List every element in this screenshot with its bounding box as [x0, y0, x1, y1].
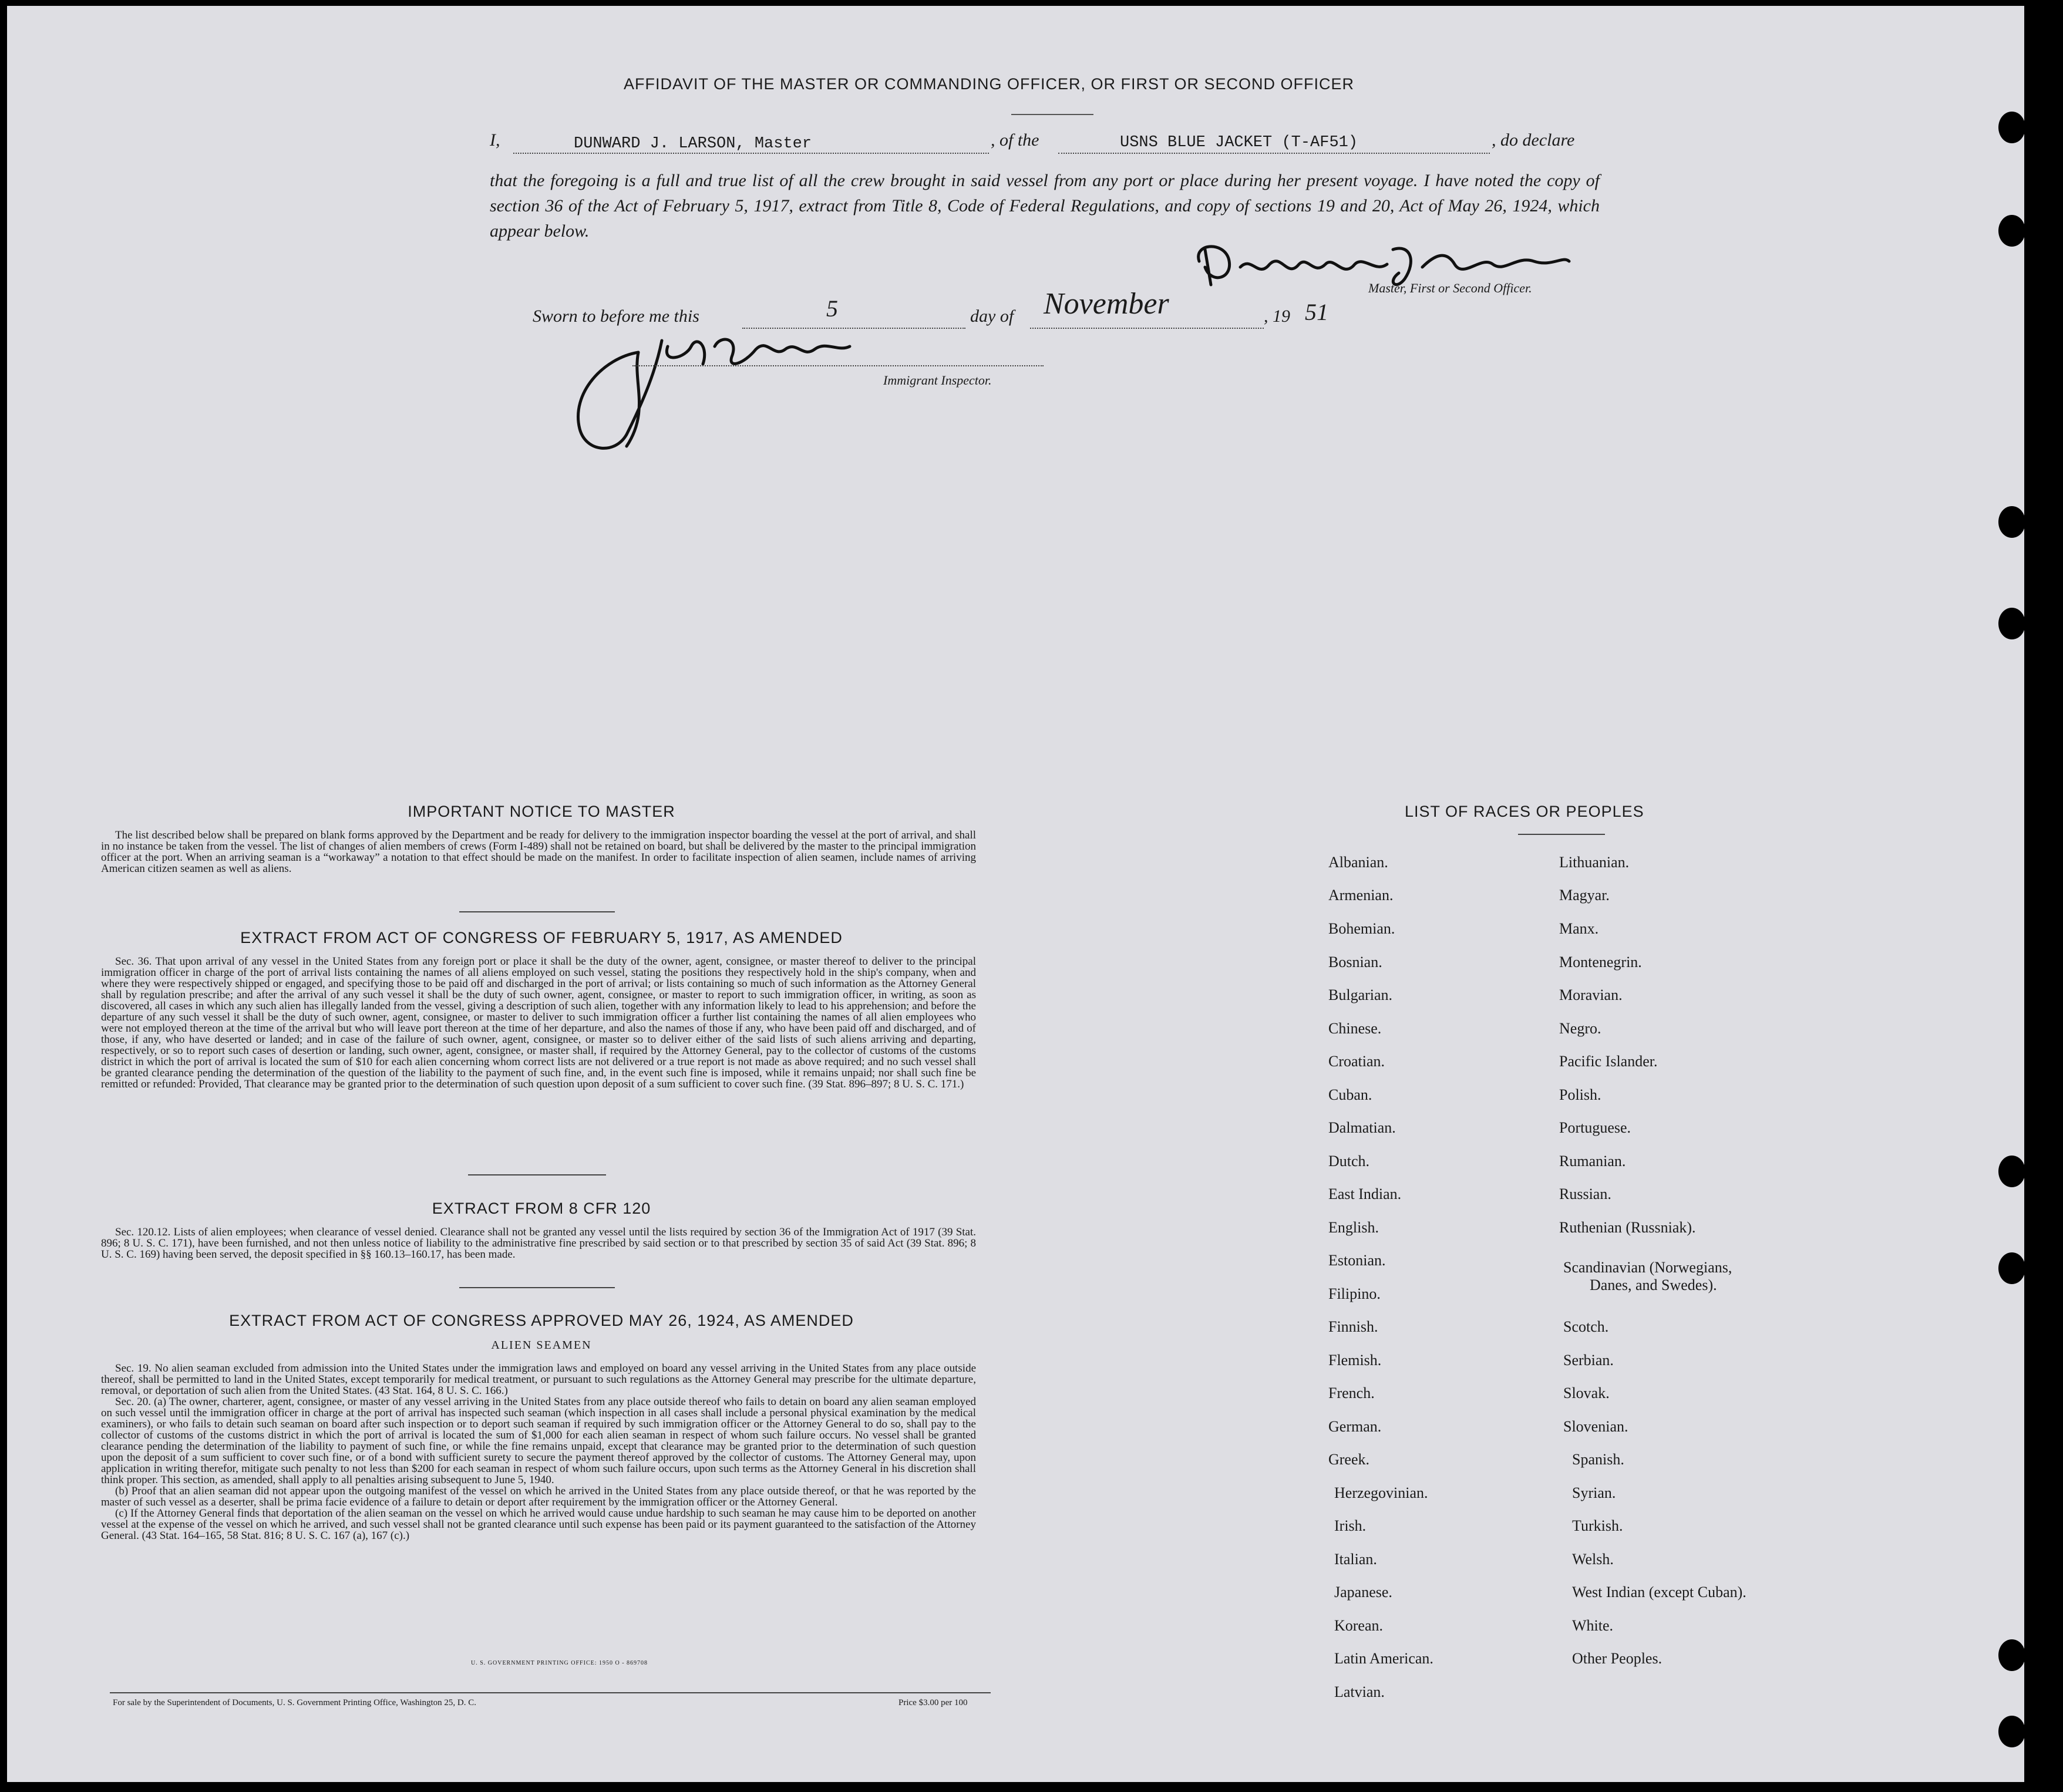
race-right-item: Pacific Islander. — [1559, 1053, 1658, 1070]
title-rule — [1011, 114, 1093, 115]
day-of-label: day of — [970, 306, 1014, 326]
race-right-item: White. — [1572, 1617, 1614, 1634]
race-left-item: Bosnian. — [1328, 954, 1382, 971]
race-right-item: Russian. — [1559, 1185, 1611, 1202]
race-right-item: Spanish. — [1572, 1451, 1624, 1468]
races-rule — [1518, 834, 1605, 835]
extract-1917-text: Sec. 36. That upon arrival of any vessel in the United States from any foreign port or place it shall be the duty of the owner, agent, consignee, or master thereof to deliver to the principal immigration officer in charge of the port of arrival lists containing the names of all aliens employed on such vessel, stating the positions they respectively hold in the ship's company, when and where they were respectively shipped or engaged, and specifying those to be paid off and discharged in the port of arrival; or lists containing so much of such information as the Attorney General shall by regulation prescribe; and after the arrival of any such vessel it shall be the duty of such owner, agent, consignee, or master to report to such immigration officer, in writing, as soon as discovered, all cases in which any such alien has illegally landed from the vessel, giving a description of such alien, together with any information likely to lead to his apprehension; and before the departure of any such vessel it shall be the duty of such owner, agent, consignee, or master to deliver to such immigration officer a further list containing the names of all alien employees who were not employed thereon at the time of the arrival but who will leave port thereon at the time of her departure, and also the names of those if any, who have been paid off and discharged, and of those, if any, who have deserted or landed; and in case of the failure of such owner, agent, consignee, or master so to deliver either of the said lists of such aliens arriving and departing, respectively, or so to report such cases of desertion or landing, such owner, agent, consignee, or master shall, if required by the Attorney General, pay to the collector of customs of the customs district in which the port of arrival is located the sum of $10 for each alien concerning whom correct lists are not delivered or a true report is not made as above required; and no such vessel shall be granted clearance pending the determination of the question of the liability to the payment of such fine, and, in the event such fine is imposed, while it remains unpaid; nor shall such fine be remitted or refunded: Provided, That clearance may be granted prior to the determination of such question upon deposit of a sum sufficient to cover such fine. (39 Stat. 896–897; 8 U. S. C. 171.) — [101, 955, 976, 1090]
race-right-item: Moravian. — [1559, 986, 1623, 1003]
race-left-item: French. — [1328, 1385, 1375, 1402]
race-left-item: English. — [1328, 1219, 1379, 1236]
race-right-item: Scandinavian (Norwegians, — [1563, 1259, 1732, 1276]
race-left-item: Greek. — [1328, 1451, 1370, 1468]
race-left-item: Albanian. — [1328, 854, 1388, 871]
master-name-typed: DUNWARD J. LARSON, Master — [574, 135, 812, 153]
punch-hole-3 — [1998, 506, 2024, 538]
race-left-item: Cuban. — [1328, 1086, 1372, 1103]
race-left-item: Bohemian. — [1328, 920, 1395, 937]
race-right-item: Montenegrin. — [1559, 954, 1642, 971]
race-left-item: Italian. — [1334, 1551, 1377, 1568]
extract-cfr-heading: EXTRACT FROM 8 CFR 120 — [432, 1200, 651, 1217]
race-left-item: Dutch. — [1328, 1153, 1370, 1170]
extract-1917-heading: EXTRACT FROM ACT OF CONGRESS OF FEBRUARY 5, 1917, AS AMENDED — [240, 929, 843, 946]
sec-20c: (c) If the Attorney General finds that deportation of the alien seaman on the vessel on which he arrived would cause undue hardship to such seaman he may cause him to be deported on another vessel at the expense of the vessel on which he arrived, and such vessel shall not be granted clearance until such expense has been paid or its payment guaranteed to the satisfaction of the Attorney General. (43 Stat. 164–165, 58 Stat. 816; 8 U. S. C. 167 (a), 167 (c).) — [101, 1507, 976, 1542]
punch-hole-2 — [1998, 215, 2024, 247]
sworn-year: 51 — [1305, 299, 1328, 325]
footer-right: Price $3.00 per 100 — [898, 1698, 968, 1707]
race-right-item: Turkish. — [1572, 1517, 1623, 1534]
race-right-item: Magyar. — [1559, 887, 1610, 904]
year-prefix: , 19 — [1264, 306, 1290, 326]
race-right-item: Manx. — [1559, 920, 1599, 937]
race-right-item: Other Peoples. — [1572, 1650, 1662, 1667]
race-left-item: Korean. — [1334, 1617, 1384, 1634]
footer-rule — [110, 1692, 991, 1693]
race-left-item: Japanese. — [1334, 1584, 1392, 1601]
divider-2 — [468, 1174, 606, 1175]
affidavit-title: AFFIDAVIT OF THE MASTER OR COMMANDING OFFICER, OR FIRST OR SECOND OFFICER — [624, 75, 1355, 93]
extract-1924-text — [101, 1363, 976, 1541]
divider-1 — [459, 911, 615, 912]
extract-cfr-text: Sec. 120.12. Lists of alien employees; when clearance of vessel denied. Clearance shall not be granted any vessel until the lists required by section 36 of the Immigration Act of 1917 (39 Stat. 896; 8 U. S. C. 171), have been furnished, and not then unless notice of liability to the administrative fine prescribed by said section or to that prescribed by section 35 of said Act (39 Stat. 896; 8 U. S. C. 169) having been served, the deposit specified in §§ 160.13–160.17, has been made. — [101, 1226, 976, 1261]
extract-1924-heading: EXTRACT FROM ACT OF CONGRESS APPROVED MAY 26, 1924, AS AMENDED — [229, 1312, 854, 1329]
race-right-item: West Indian (except Cuban). — [1572, 1584, 1746, 1601]
race-right-item: Slovenian. — [1563, 1418, 1628, 1435]
do-declare-label: , do declare — [1492, 130, 1575, 150]
race-right-item: Serbian. — [1563, 1352, 1614, 1369]
inspector-line — [632, 345, 1044, 366]
prefix-i: I, — [490, 130, 500, 150]
signer-title: Master, First or Second Officer. — [1368, 281, 1532, 295]
divider-3 — [459, 1287, 615, 1288]
race-left-item: Dalmatian. — [1328, 1119, 1396, 1136]
punch-hole-5 — [1998, 1156, 2024, 1187]
sworn-day: 5 — [826, 295, 838, 322]
alien-seamen-subheading: ALIEN SEAMEN — [491, 1339, 592, 1352]
race-right-item: Slovak. — [1563, 1385, 1610, 1402]
race-right-item: Danes, and Swedes). — [1590, 1276, 1717, 1294]
race-right-item: Negro. — [1559, 1020, 1601, 1037]
race-left-item: Armenian. — [1328, 887, 1394, 904]
punch-hole-6 — [1998, 1252, 2024, 1284]
race-left-item: Flemish. — [1328, 1352, 1382, 1369]
document-page — [7, 6, 2024, 1782]
race-left-item: Filipino. — [1328, 1285, 1381, 1302]
race-left-item: Chinese. — [1328, 1020, 1382, 1037]
race-left-item: Estonian. — [1328, 1252, 1386, 1269]
race-right-item: Syrian. — [1572, 1484, 1616, 1501]
race-right-item: Polish. — [1559, 1086, 1601, 1103]
race-left-item: Croatian. — [1328, 1053, 1385, 1070]
race-left-item: East Indian. — [1328, 1185, 1402, 1202]
race-right-item: Rumanian. — [1559, 1153, 1626, 1170]
races-heading: LIST OF RACES OR PEOPLES — [1405, 803, 1644, 820]
punch-hole-1 — [1998, 112, 2024, 143]
sworn-month: November — [1044, 287, 1169, 321]
race-right-item: Welsh. — [1572, 1551, 1614, 1568]
of-the-label: , of the — [991, 130, 1039, 150]
race-right-item: Scotch. — [1563, 1318, 1609, 1335]
sec-19: Sec. 19. No alien seaman excluded from admission into the United States under the immigration laws and employed on board any vessel arriving in the United States from any place outside thereof, shall be permitted to land in the United States, except temporarily for medical treatment, or pursuant to such regulations as the Attorney General may prescribe for the ultimate departure, removal, or deportation of such alien from the United States. (43 Stat. 164, 8 U. S. C. 166.) — [101, 1362, 976, 1397]
race-right-item: Portuguese. — [1559, 1119, 1631, 1136]
punch-hole-7 — [1998, 1639, 2024, 1671]
vessel-name-typed: USNS BLUE JACKET (T-AF51) — [1120, 134, 1358, 151]
inspector-title: Immigrant Inspector. — [883, 373, 992, 388]
punch-hole-8 — [1998, 1716, 2024, 1747]
race-left-item: Latin American. — [1334, 1650, 1433, 1667]
notice-heading: IMPORTANT NOTICE TO MASTER — [408, 803, 675, 820]
affidavit-body: that the foregoing is a full and true list of all the crew brought in said vessel from any port or place during her present voyage. I have noted the copy of section 36 of the Act of February 5, 1917, extract from Title 8, Code of Federal Regulations, and copy of sections 19 and 20, Act of May 26, 1924, which appear below. — [490, 171, 1600, 241]
inspector-signature — [568, 323, 873, 464]
race-left-item: Bulgarian. — [1328, 986, 1393, 1003]
notice-text: The list described below shall be prepared on blank forms approved by the Department and be ready for delivery to the immigration inspector boarding the vessel at the port of arrival, and shall in no instance be taken from the vessel. The list of changes of alien members of crews (Form I-489) shall not be retained on board, but shall be delivered by the master to the principal immigration officer at the port. When an arriving seaman is a “workaway” a notation to that effect should be made on the manifest. In order to facilitate inspection of alien seamen, include names of arriving American citizen seamen as well as aliens. — [101, 829, 976, 875]
race-right-item: Ruthenian (Russniak). — [1559, 1219, 1696, 1236]
race-left-item: German. — [1328, 1418, 1382, 1435]
punch-hole-4 — [1998, 608, 2024, 639]
sec-20b: (b) Proof that an alien seaman did not appear upon the outgoing manifest of the vessel on which he arrived in the United States from any place outside thereof, or that he was reported by the master of such vessel as a deserter, shall be prima facie evidence of a failure to detain or deport after requirement by the immigration officer or the Attorney General. — [101, 1485, 976, 1508]
sec-20a: Sec. 20. (a) The owner, charterer, agent, consignee, or master of any vessel arriving in the United States from any place outside thereof who fails to detain on board any alien seaman employed on such vessel until the immigration officer in charge at the port of arrival has inspected such seaman (which inspection in all cases shall include a personal physical examination by the medical examiners), or who fails to detain such seaman on board after such inspection or to deport such seaman if required by such immigration officer or the Attorney General to do so, shall pay to the collector of customs of the customs district in which the port of arrival is located the sum of $1,000 for each alien seaman in respect of whom such failure occurs. No vessel shall be granted clearance pending the determination of the liability to payment of such fine, or while the fine remains unpaid, except that clearance may be granted prior to the determination of such question upon the deposit of a sum sufficient to cover such fine, or of a bond with sufficient surety to secure the payment thereof approved by the collector of customs. The Attorney General may, upon application in writing therefor, mitigate such penalty to not less than $200 for each seaman in respect of whom such failure occurs, upon such terms as the Attorney General in his discretion shall think proper. This section, as amended, shall apply to all penalties arising subsequent to June 5, 1940. — [101, 1396, 976, 1486]
race-left-item: Irish. — [1334, 1517, 1367, 1534]
race-left-item: Herzegovinian. — [1334, 1484, 1428, 1501]
race-right-item: Lithuanian. — [1559, 854, 1630, 871]
printing-office-note: U. S. GOVERNMENT PRINTING OFFICE: 1950 O - 869708 — [471, 1660, 648, 1666]
sworn-label: Sworn to before me this — [533, 306, 699, 326]
footer-left: For sale by the Superintendent of Documents, U. S. Government Printing Office, Washington 25, D. C. — [113, 1698, 476, 1707]
race-left-item: Finnish. — [1328, 1318, 1378, 1335]
race-left-item: Latvian. — [1334, 1683, 1385, 1700]
